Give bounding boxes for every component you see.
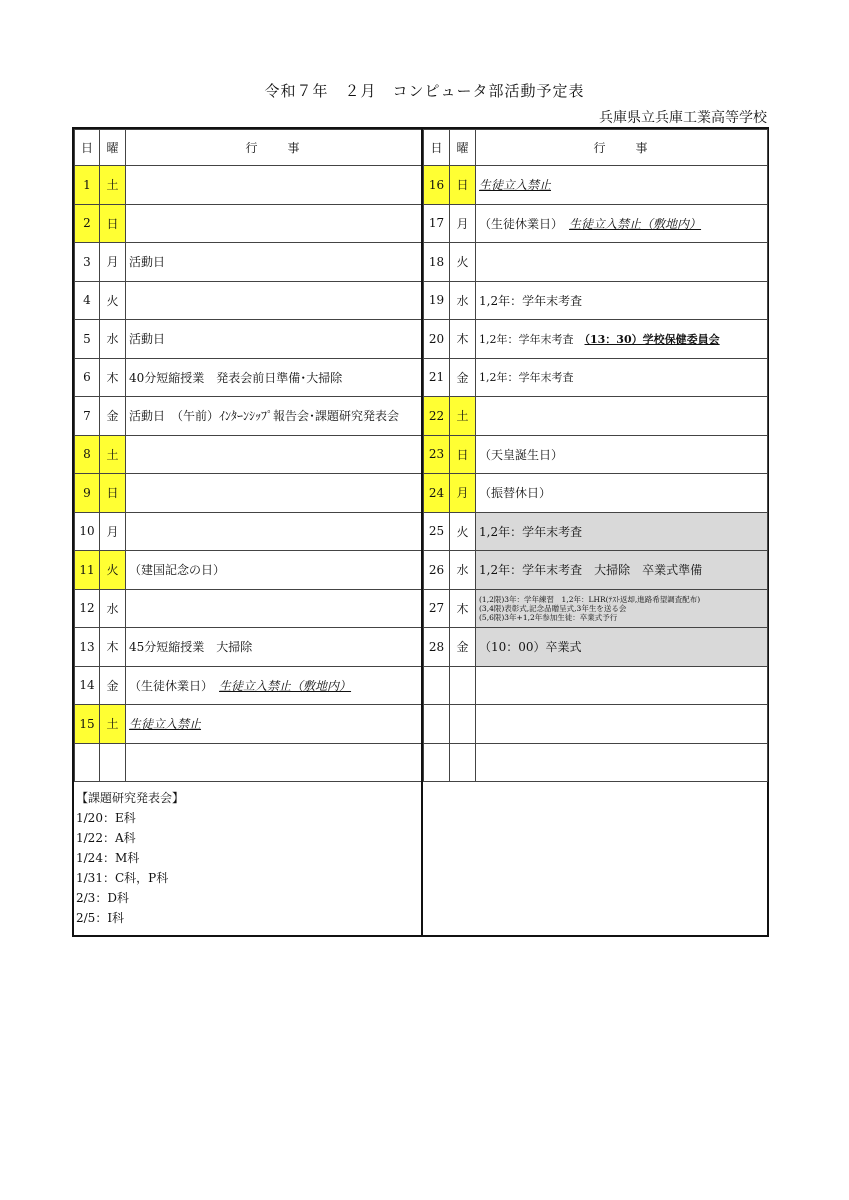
event-cell — [126, 243, 422, 282]
header-event: 行 事 — [126, 130, 422, 166]
schedule-row — [75, 435, 422, 474]
event-cell — [476, 243, 768, 282]
event-cell — [476, 551, 768, 590]
header-row — [424, 130, 768, 166]
school-name: 兵庫県立兵庫工業高等学校 — [599, 110, 767, 126]
day-cell: 25 — [424, 512, 450, 551]
event-cell — [126, 435, 422, 474]
event-text: （生徒休業日） — [129, 678, 208, 693]
schedule-row — [75, 204, 422, 243]
event-cell — [126, 281, 422, 320]
day-cell: 17 — [424, 204, 450, 243]
event-text: （10：00）卒業式 — [479, 640, 582, 655]
event-restriction: 生徒立入禁止（敷地内） — [219, 678, 352, 693]
schedule-row — [75, 743, 422, 782]
schedule-row — [424, 243, 768, 282]
event-restriction: 生徒立入禁止 — [129, 717, 202, 732]
event-cell — [476, 397, 768, 436]
event-cell — [126, 320, 422, 359]
schedule-row — [75, 551, 422, 590]
weekday-cell: 火 — [100, 281, 126, 320]
event-cell — [126, 512, 422, 551]
weekday-cell — [100, 743, 126, 782]
event-cell — [126, 474, 422, 513]
weekday-cell: 木 — [100, 358, 126, 397]
weekday-cell: 日 — [450, 166, 476, 205]
event-cell — [476, 281, 768, 320]
day-cell: 19 — [424, 281, 450, 320]
schedule-row — [424, 705, 768, 744]
schedule-row — [424, 512, 768, 551]
day-cell: 23 — [424, 435, 450, 474]
schedule-row — [424, 166, 768, 205]
header-row — [75, 130, 422, 166]
schedule-row — [424, 589, 768, 628]
notes-item: 1/22：A科 — [76, 831, 136, 845]
weekday-cell — [450, 705, 476, 744]
event-cell — [126, 204, 422, 243]
notes-item: 2/3：D科 — [76, 891, 129, 905]
schedule-row — [424, 358, 768, 397]
weekday-cell: 水 — [450, 281, 476, 320]
schedule-row — [75, 705, 422, 744]
event-cell — [126, 358, 422, 397]
header-weekday: 曜 — [450, 130, 476, 166]
schedule-row — [75, 281, 422, 320]
event-cell — [476, 358, 768, 397]
event-meeting: （13：30）学校保健委員会 — [584, 332, 720, 346]
day-cell: 24 — [424, 474, 450, 513]
event-text: 活動日 — [129, 255, 166, 270]
event-text: 45分短縮授業 大掃除 — [129, 640, 253, 655]
weekday-cell: 月 — [450, 474, 476, 513]
weekday-cell: 水 — [450, 551, 476, 590]
day-cell: 21 — [424, 358, 450, 397]
notes-item: 1/31：C科，P科 — [76, 871, 169, 885]
event-cell — [476, 512, 768, 551]
header-weekday: 曜 — [100, 130, 126, 166]
schedule-row — [424, 435, 768, 474]
day-cell: 28 — [424, 628, 450, 667]
weekday-cell: 土 — [450, 397, 476, 436]
event-text: 1,2年：学年末考査 — [479, 371, 574, 385]
weekday-cell: 月 — [100, 512, 126, 551]
weekday-cell: 土 — [100, 435, 126, 474]
left-schedule-table — [74, 129, 422, 782]
weekday-cell: 火 — [450, 243, 476, 282]
event-line: (3,4限)表彰式,記念品贈呈式,3年生を送る会 — [479, 603, 627, 613]
schedule-row — [424, 666, 768, 705]
weekday-cell — [450, 743, 476, 782]
event-line: (1,2限)3年：学年練習 1,2年：LHR(ﾃｽﾄ返却,進路希望調査配布) — [479, 594, 701, 604]
schedule-row — [75, 666, 422, 705]
day-cell: 15 — [75, 705, 100, 744]
weekday-cell: 土 — [100, 705, 126, 744]
day-cell: 7 — [75, 397, 100, 436]
day-cell — [424, 705, 450, 744]
day-cell — [424, 666, 450, 705]
event-cell — [476, 320, 768, 359]
event-cell — [126, 743, 422, 782]
notes-section — [74, 788, 423, 928]
weekday-cell: 火 — [100, 551, 126, 590]
weekday-cell — [450, 666, 476, 705]
weekday-cell: 火 — [450, 512, 476, 551]
day-cell — [75, 743, 100, 782]
event-text: 1,2年：学年末考査 大掃除 卒業式準備 — [479, 563, 703, 578]
weekday-cell: 月 — [450, 204, 476, 243]
day-cell — [424, 743, 450, 782]
event-restriction: 生徒立入禁止（敷地内） — [569, 216, 702, 231]
event-cell — [126, 397, 422, 436]
schedule-row — [75, 166, 422, 205]
schedule-row — [75, 320, 422, 359]
day-cell: 26 — [424, 551, 450, 590]
event-cell — [476, 589, 768, 628]
day-cell: 4 — [75, 281, 100, 320]
event-cell — [126, 705, 422, 744]
event-cell — [476, 166, 768, 205]
weekday-cell: 木 — [450, 589, 476, 628]
day-cell: 22 — [424, 397, 450, 436]
weekday-cell: 土 — [100, 166, 126, 205]
event-cell — [126, 589, 422, 628]
notes-item: 1/20：E科 — [76, 811, 136, 825]
event-cell — [126, 166, 422, 205]
notes-item: 1/24：M科 — [76, 851, 140, 865]
notes-list — [76, 808, 423, 928]
schedule-row — [424, 320, 768, 359]
event-cell — [476, 474, 768, 513]
schedule-row — [424, 628, 768, 667]
schedule-row — [424, 551, 768, 590]
day-cell: 18 — [424, 243, 450, 282]
event-text: （天皇誕生日） — [479, 447, 564, 462]
schedule-row — [424, 474, 768, 513]
schedule-row — [75, 474, 422, 513]
event-text: （振替休日） — [479, 486, 552, 501]
event-line: (5,6限)3年+1,2年参加生徒：卒業式予行 — [479, 612, 618, 622]
event-cell — [126, 666, 422, 705]
event-cell — [126, 551, 422, 590]
weekday-cell: 金 — [100, 397, 126, 436]
event-text: 1,2年：学年末考査 — [479, 332, 574, 346]
event-cell — [476, 705, 768, 744]
day-cell: 11 — [75, 551, 100, 590]
weekday-cell: 月 — [100, 243, 126, 282]
day-cell: 27 — [424, 589, 450, 628]
day-cell: 6 — [75, 358, 100, 397]
day-cell: 14 — [75, 666, 100, 705]
day-cell: 1 — [75, 166, 100, 205]
weekday-cell: 日 — [100, 474, 126, 513]
schedule-row — [75, 589, 422, 628]
day-cell: 20 — [424, 320, 450, 359]
day-cell: 12 — [75, 589, 100, 628]
event-cell — [476, 204, 768, 243]
day-cell: 10 — [75, 512, 100, 551]
header-day: 日 — [424, 130, 450, 166]
schedule-frame — [72, 127, 769, 937]
day-cell: 8 — [75, 435, 100, 474]
event-text: （建国記念の日） — [129, 563, 226, 578]
weekday-cell: 水 — [100, 589, 126, 628]
header-day: 日 — [75, 130, 100, 166]
event-cell — [476, 628, 768, 667]
weekday-cell: 木 — [100, 628, 126, 667]
day-cell: 3 — [75, 243, 100, 282]
weekday-cell: 日 — [450, 435, 476, 474]
schedule-row — [424, 743, 768, 782]
event-text: （生徒休業日） — [479, 216, 558, 231]
event-text: 1,2年：学年末考査 — [479, 293, 583, 308]
weekday-cell: 金 — [450, 358, 476, 397]
event-text: 40分短縮授業 発表会前日準備･大掃除 — [129, 370, 343, 385]
event-cell — [476, 743, 768, 782]
weekday-cell: 日 — [100, 204, 126, 243]
event-cell — [126, 628, 422, 667]
event-restriction: 生徒立入禁止 — [479, 178, 552, 193]
schedule-row — [424, 281, 768, 320]
notes-heading: 【課題研究発表会】 — [76, 791, 185, 805]
weekday-cell: 金 — [450, 628, 476, 667]
day-cell: 2 — [75, 204, 100, 243]
schedule-row — [75, 512, 422, 551]
weekday-cell: 水 — [100, 320, 126, 359]
event-text: 活動日 （午前）ｲﾝﾀｰﾝｼｯﾌﾟ報告会･課題研究発表会 — [129, 409, 400, 424]
day-cell: 13 — [75, 628, 100, 667]
right-schedule-table — [423, 129, 768, 782]
day-cell: 9 — [75, 474, 100, 513]
event-text: 活動日 — [129, 332, 166, 347]
event-text: 1,2年：学年末考査 — [479, 524, 583, 539]
schedule-row — [424, 204, 768, 243]
weekday-cell: 木 — [450, 320, 476, 359]
header-event: 行 事 — [476, 130, 768, 166]
schedule-row — [424, 397, 768, 436]
day-cell: 5 — [75, 320, 100, 359]
page-title: 令和７年 ２月 コンピュータ部活動予定表 — [264, 82, 585, 100]
schedule-row — [75, 243, 422, 282]
notes-item: 2/5：I科 — [76, 911, 125, 925]
event-cell — [476, 666, 768, 705]
event-cell — [476, 435, 768, 474]
day-cell: 16 — [424, 166, 450, 205]
weekday-cell: 金 — [100, 666, 126, 705]
schedule-row — [75, 397, 422, 436]
schedule-row — [75, 628, 422, 667]
schedule-row — [75, 358, 422, 397]
